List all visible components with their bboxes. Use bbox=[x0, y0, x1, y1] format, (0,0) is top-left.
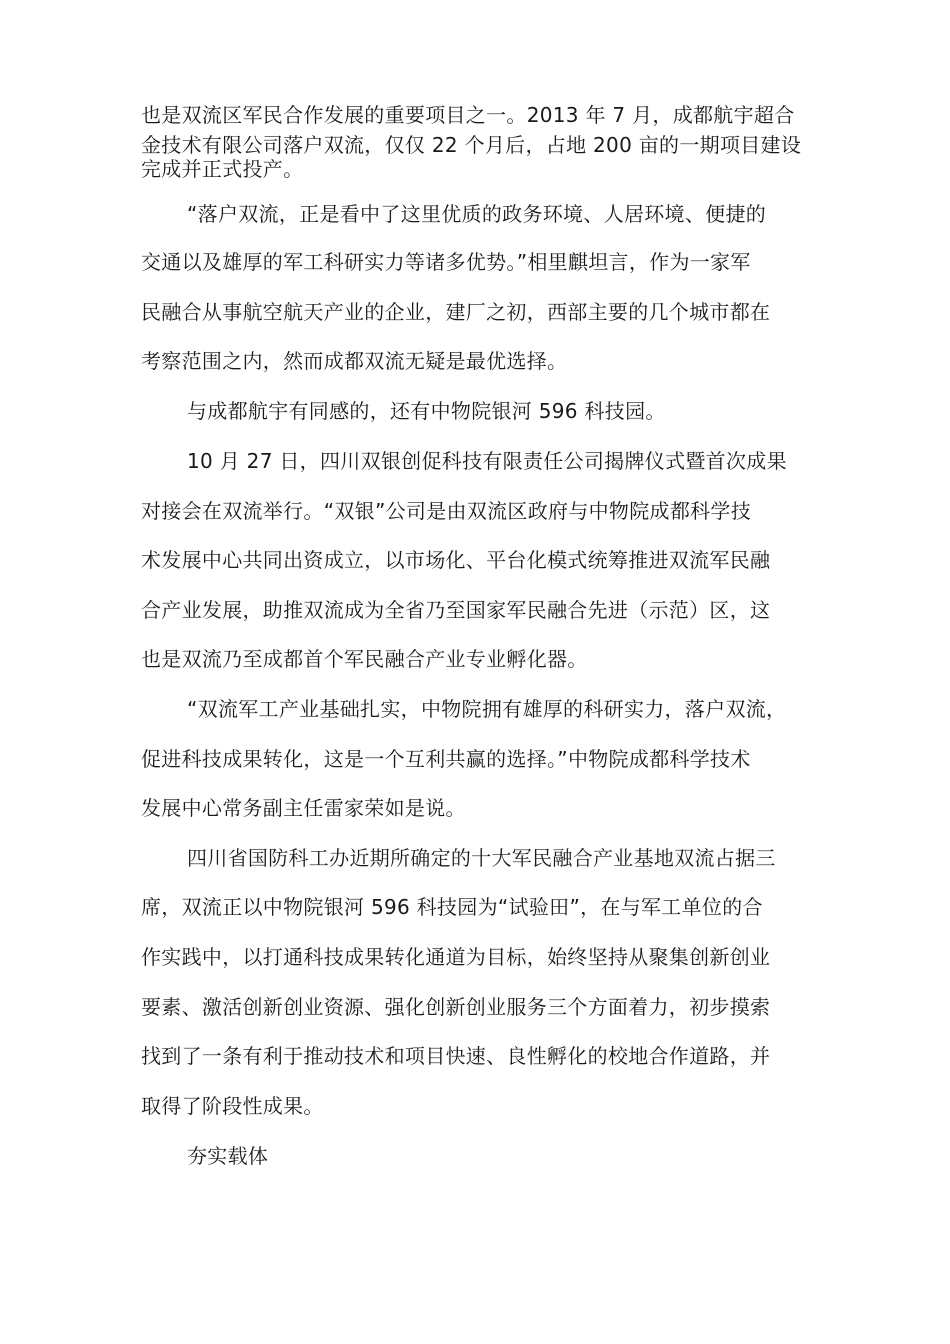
paragraph-2-line-1: “落户双流，正是看中了这里优质的政务环境、人居环境、便捷的 bbox=[187, 202, 767, 226]
paragraph-2-line-3: 民融合从事航空航天产业的企业，建厂之初，西部主要的几个城市都在 bbox=[141, 300, 771, 324]
paragraph-4-line-1: 10 月 27 日，四川双银创促科技有限责任公司揭牌仪式暨首次成果 bbox=[187, 449, 787, 473]
paragraph-6-line-3: 作实践中，以打通科技成果转化通道为目标，始终坚持从聚集创新创业 bbox=[141, 945, 771, 969]
paragraph-6-line-1: 四川省国防科工办近期所确定的十大军民融合产业基地双流占据三 bbox=[187, 846, 776, 870]
paragraph-1-line-2: 金技术有限公司落户双流，仅仅 22 个月后，占地 200 亩的一期项目建设 bbox=[141, 133, 802, 157]
paragraph-4-line-3: 术发展中心共同出资成立，以市场化、平台化模式统筹推进双流军民融 bbox=[141, 548, 771, 572]
paragraph-3-line-1: 与成都航宇有同感的，还有中物院银河 596 科技园。 bbox=[187, 399, 666, 423]
paragraph-4-line-4: 合产业发展，助推双流成为全省乃至国家军民融合先进（示范）区，这 bbox=[141, 598, 771, 622]
paragraph-5-line-1: “双流军工产业基础扎实，中物院拥有雄厚的科研实力，落户双流， bbox=[187, 697, 787, 721]
paragraph-5-line-3: 发展中心常务副主任雷家荣如是说。 bbox=[141, 796, 466, 820]
paragraph-6-line-5: 找到了一条有利于推动技术和项目快速、良性孵化的校地合作道路，并 bbox=[141, 1044, 771, 1068]
paragraph-4-line-2: 对接会在双流举行。“双银”公司是由双流区政府与中物院成都科学技 bbox=[141, 499, 752, 523]
paragraph-6-line-2: 席，双流正以中物院银河 596 科技园为“试验田”，在与军工单位的合 bbox=[141, 895, 763, 919]
paragraph-2-line-2: 交通以及雄厚的军工科研实力等诸多优势。”相里麒坦言，作为一家军 bbox=[141, 250, 751, 274]
paragraph-1-line-1: 也是双流区军民合作发展的重要项目之一。2013 年 7 月，成都航宇超合 bbox=[141, 103, 795, 127]
paragraph-1-line-3: 完成并正式投产。 bbox=[141, 157, 304, 181]
paragraph-6-line-6: 取得了阶段性成果。 bbox=[141, 1094, 324, 1118]
paragraph-2-line-4: 考察范围之内，然而成都双流无疑是最优选择。 bbox=[141, 349, 568, 373]
paragraph-5-line-2: 促进科技成果转化，这是一个互利共赢的选择。”中物院成都科学技术 bbox=[141, 747, 751, 771]
section-heading: 夯实载体 bbox=[187, 1144, 269, 1168]
paragraph-6-line-4: 要素、激活创新创业资源、强化创新创业服务三个方面着力，初步摸索 bbox=[141, 995, 771, 1019]
paragraph-4-line-5: 也是双流乃至成都首个军民融合产业专业孵化器。 bbox=[141, 647, 588, 671]
